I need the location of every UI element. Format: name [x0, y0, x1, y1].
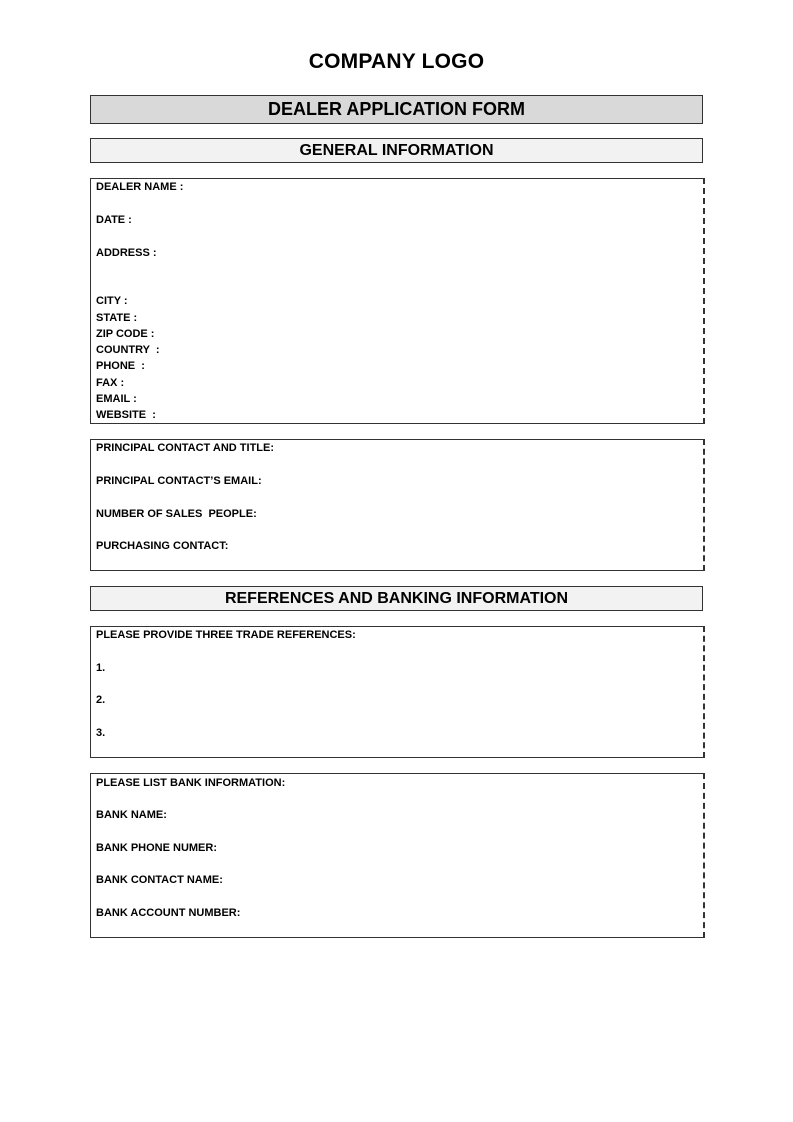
bank-information-box [90, 773, 705, 938]
date-field[interactable]: DATE : [96, 214, 132, 226]
trade-reference-3-field[interactable]: 3. [96, 727, 106, 739]
principal-contact-email-field[interactable]: PRINCIPAL CONTACT’S EMAIL: [96, 475, 262, 487]
company-logo: COMPANY LOGO [308, 50, 485, 73]
phone-field[interactable]: PHONE : [96, 360, 145, 372]
website-field[interactable]: WEBSITE : [96, 409, 156, 421]
bank-information-prompt: PLEASE LIST BANK INFORMATION: [96, 777, 286, 789]
country-field[interactable]: COUNTRY : [96, 344, 160, 356]
trade-reference-1-field[interactable]: 1. [96, 662, 106, 674]
address-field[interactable]: ADDRESS : [96, 247, 157, 259]
contacts-box [90, 439, 705, 571]
general-information-box [90, 178, 705, 424]
general-information-heading: GENERAL INFORMATION [90, 138, 703, 163]
fax-field[interactable]: FAX : [96, 377, 125, 389]
bank-name-field[interactable]: BANK NAME: [96, 809, 167, 821]
bank-phone-number-field[interactable]: BANK PHONE NUMER: [96, 842, 217, 854]
references-banking-heading: REFERENCES AND BANKING INFORMATION [90, 586, 703, 611]
city-field[interactable]: CITY : [96, 295, 128, 307]
purchasing-contact-field[interactable]: PURCHASING CONTACT: [96, 540, 229, 552]
bank-contact-name-field[interactable]: BANK CONTACT NAME: [96, 874, 223, 886]
bank-account-number-field[interactable]: BANK ACCOUNT NUMBER: [96, 907, 241, 919]
dealer-name-field[interactable]: DEALER NAME : [96, 181, 184, 193]
trade-reference-2-field[interactable]: 2. [96, 694, 106, 706]
zip-code-field[interactable]: ZIP CODE : [96, 328, 155, 340]
principal-contact-title-field[interactable]: PRINCIPAL CONTACT AND TITLE: [96, 442, 275, 454]
form-title: DEALER APPLICATION FORM [90, 95, 703, 124]
state-field[interactable]: STATE : [96, 312, 138, 324]
email-field[interactable]: EMAIL : [96, 393, 137, 405]
trade-references-prompt: PLEASE PROVIDE THREE TRADE REFERENCES: [96, 629, 356, 641]
trade-references-box [90, 626, 705, 758]
sales-people-count-field[interactable]: NUMBER OF SALES PEOPLE: [96, 508, 257, 520]
